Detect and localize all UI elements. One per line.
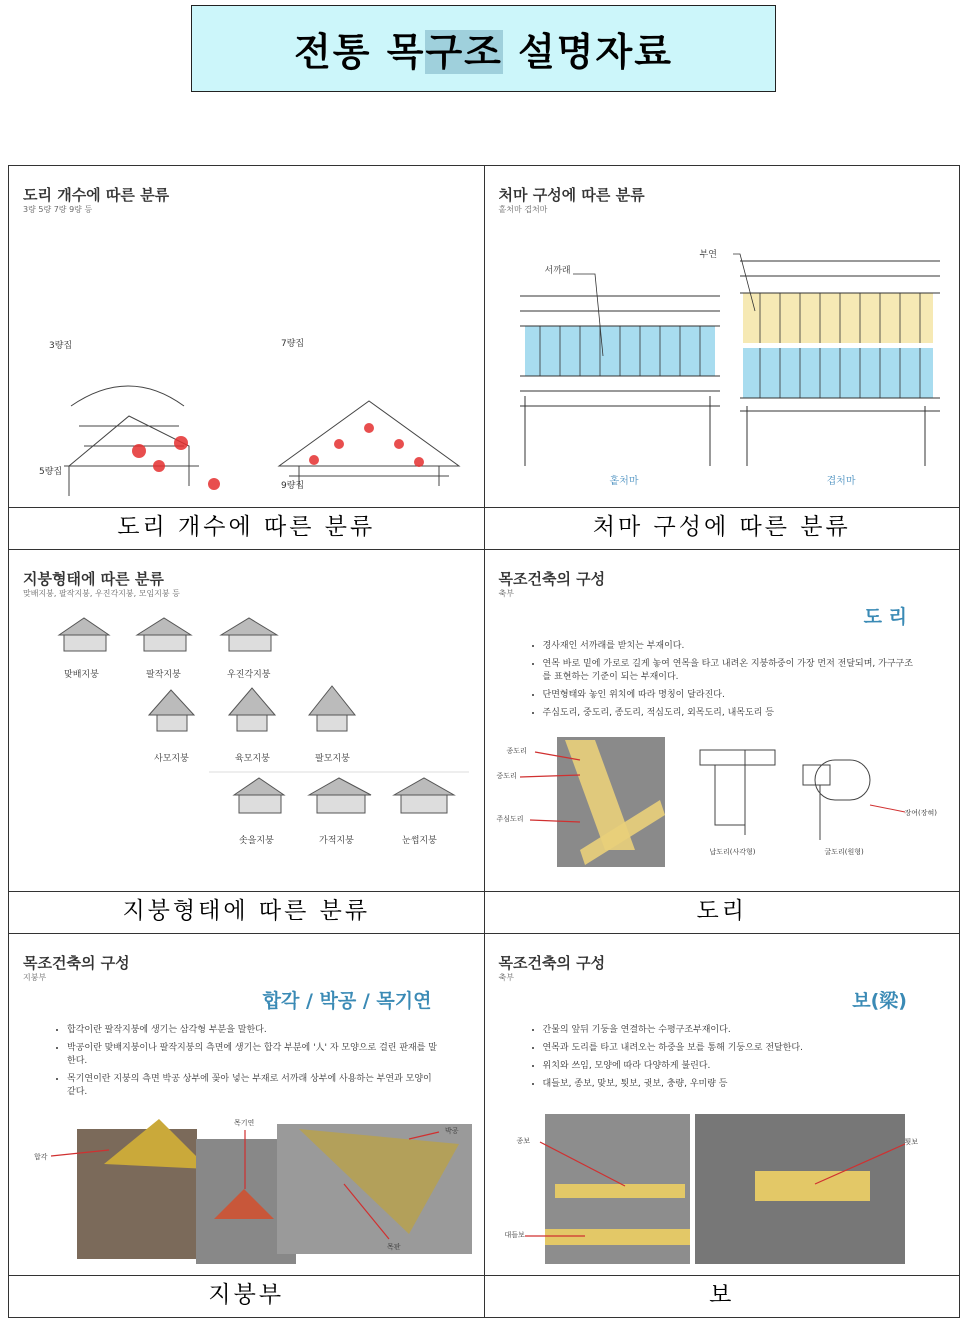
document-title: 전통 목구조 설명자료 — [294, 30, 673, 74]
label-5ryang: 5량집 — [39, 467, 63, 477]
panel-heading: 도리 개수에 따른 분류 — [23, 186, 170, 204]
label-7ryang: 7량집 — [281, 339, 305, 349]
roof-parts-photos — [9, 934, 484, 1275]
label-mokpan: 목판 — [387, 1243, 401, 1251]
bullet-item: • 박공이란 맞배지붕이나 팔작지붕의 측면에 생기는 합각 부분에 '人' 자 모양으로 걸린 판재를 말한다. — [67, 1042, 439, 1068]
bullet-item: • 주심도리, 중도리, 종도리, 적심도리, 외목도리, 내목도리 등 — [543, 707, 915, 720]
label-palmo: 팔모지붕 — [315, 754, 350, 764]
label-single-eaves: 홑처마 — [609, 476, 639, 487]
label-jusimdori: 주심도리 — [496, 815, 524, 823]
label-jongbo: 종보 — [516, 1137, 531, 1145]
panel-heading: 목조건축의 구성 — [498, 954, 606, 972]
label-jungdori: 중도리 — [496, 772, 517, 780]
panel-roof-types — [9, 550, 485, 892]
panel-subheading: 축부 — [498, 589, 514, 598]
beam-photos — [485, 934, 960, 1275]
bullet-item: • 연목 바로 밑에 가로로 길게 놓여 연목을 타고 내려온 지붕하중이 가장 먼저 전달되며, 가구구조를 표현하는 기준이 되는 부재이다. — [543, 658, 915, 684]
caption-dori: 도리 — [484, 892, 960, 934]
panel-subheading: 홑처마 겹처마 — [498, 205, 548, 214]
label-daedeulbo: 대들보 — [504, 1231, 525, 1239]
label-toetbo: 툇보 — [904, 1138, 919, 1146]
panel-heading: 처마 구성에 따른 분류 — [498, 186, 645, 204]
label-double-eaves: 겹처마 — [826, 476, 856, 487]
panel-dori-count — [9, 166, 485, 508]
panel-heading: 목조건축의 구성 — [498, 570, 606, 588]
label-samo: 사모지붕 — [154, 754, 189, 764]
label-matbae: 맞배지붕 — [64, 670, 99, 680]
label-rafter: 서까래 — [544, 266, 571, 276]
label-ujingak: 우진각지붕 — [227, 670, 271, 680]
label-jongdori: 종도리 — [506, 747, 527, 755]
bullet-item: • 목기연이란 지붕의 측면 박공 상부에 꽂아 넣는 부재로 서까래 상부에 사용하는 부연과 모양이 같다. — [67, 1073, 439, 1099]
caption-roof-parts: 지붕부 — [9, 1276, 485, 1318]
caption-roof-types: 지붕형태에 따른 분류 — [9, 892, 485, 934]
label-nunsseop: 눈썹지붕 — [402, 836, 437, 846]
caption-dori-count: 도리 개수에 따른 분류 — [9, 508, 485, 550]
label-guldori: 굴도리(원형) — [824, 848, 864, 856]
title-highlight: 구조 — [425, 30, 503, 74]
label-paljak: 팔작지붕 — [146, 670, 181, 680]
label-mokgiyeon: 목기연 — [234, 1119, 255, 1127]
panel-big-title: 보(梁) — [852, 990, 907, 1012]
panel-dori — [484, 550, 960, 892]
panel-subheading: 지붕부 — [23, 973, 47, 982]
panel-big-title: 도 리 — [863, 606, 907, 628]
bullet-item: • 단면형태와 놓인 위치에 따라 명칭이 달라진다. — [543, 689, 915, 702]
caption-beam: 보 — [484, 1276, 960, 1318]
label-soseul: 솟을지붕 — [239, 836, 274, 846]
label-buyeon: 부연 — [699, 250, 717, 260]
bullet-item: • 합각이란 팔작지붕에 생기는 삼각형 부분을 말한다. — [67, 1024, 439, 1037]
panel-heading: 지붕형태에 따른 분류 — [23, 570, 164, 588]
bullet-item: • 간물의 앞뒤 기둥을 연결하는 수평구조부재이다. — [543, 1024, 915, 1037]
panel-eaves — [484, 166, 960, 508]
label-3ryang: 3량집 — [49, 341, 73, 351]
label-jangyeo: 장여(장혀) — [904, 809, 938, 817]
panel-subheading: 맞배지붕, 팔작지붕, 우진각지붕, 모임지붕 등 — [23, 589, 180, 598]
label-9ryang: 9량집 — [281, 481, 305, 491]
panel-roof-parts — [9, 934, 485, 1276]
figure-grid — [8, 165, 960, 1318]
bullet-item: • 대들보, 종보, 맞보, 툇보, 귓보, 충량, 우미량 등 — [543, 1078, 915, 1091]
caption-eaves: 처마 구성에 따른 분류 — [484, 508, 960, 550]
roof-sections-illustration — [9, 166, 484, 507]
dori-illustration — [485, 550, 960, 891]
panel-beam — [484, 934, 960, 1276]
panel-big-title: 합각 / 박공 / 목기연 — [262, 990, 432, 1012]
label-yukmo: 육모지붕 — [235, 754, 270, 764]
label-hapgak: 합각 — [34, 1153, 48, 1161]
bullet-item: • 경사재인 서까래를 받치는 부재이다. — [543, 640, 915, 653]
bullet-item: • 위치와 쓰임, 모양에 따라 다양하게 불린다. — [543, 1060, 915, 1073]
bullet-item: • 연목과 도리를 타고 내려오는 하중을 보를 통해 기둥으로 전달한다. — [543, 1042, 915, 1055]
eaves-illustration — [485, 166, 960, 507]
panel-subheading: 축부 — [498, 973, 514, 982]
panel-heading: 목조건축의 구성 — [23, 954, 130, 972]
panel-subheading: 3량 5량 7량 9량 등 — [23, 205, 93, 214]
label-napdori: 납도리(사각형) — [709, 848, 756, 856]
label-gajeok: 가적지붕 — [319, 836, 354, 846]
document-title-box — [191, 5, 776, 92]
label-bakgong: 박공 — [445, 1127, 459, 1135]
